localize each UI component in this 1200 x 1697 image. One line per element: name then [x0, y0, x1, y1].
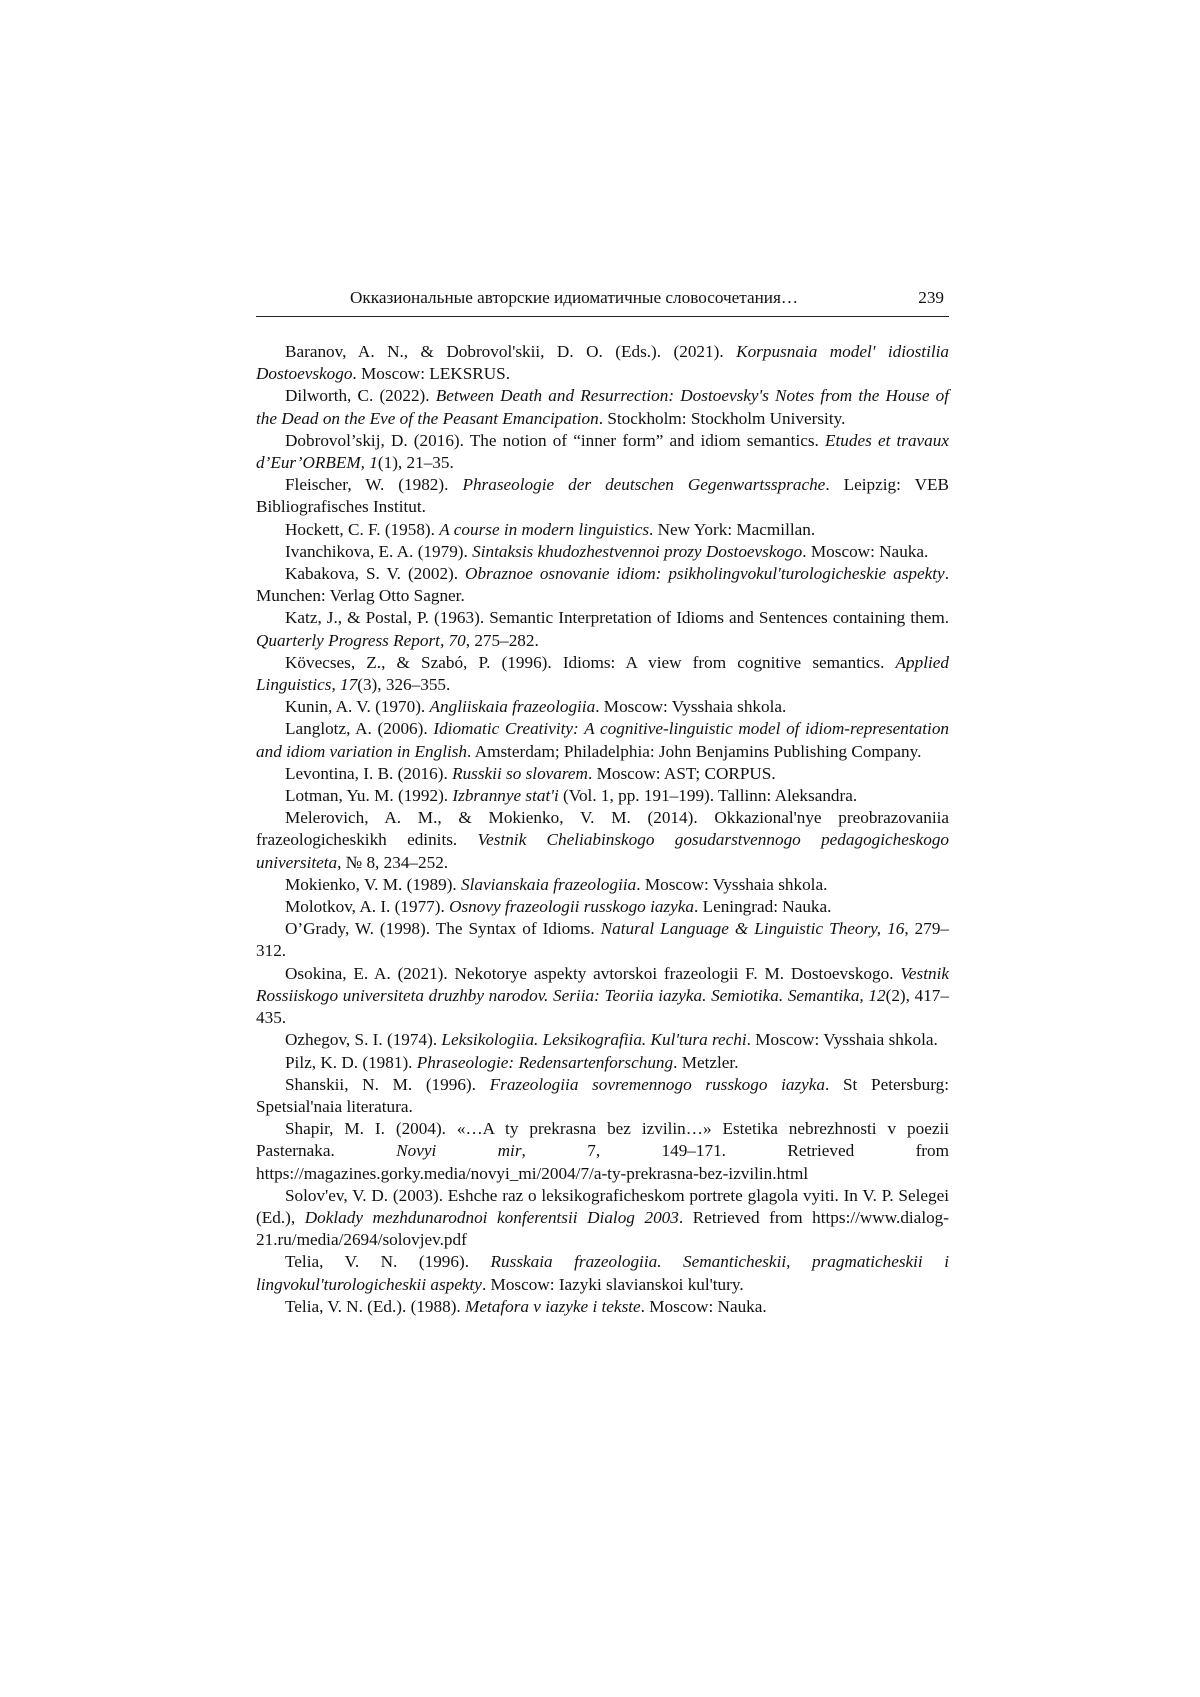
reference-text-segment: Dilworth, C. (2022).: [285, 386, 436, 406]
reference-italic-segment: Idiomatic Creativity: A cognitive-linguistic model of idiom-representation and idiom variation in English: [256, 719, 950, 761]
reference-text-segment: Kabakova, S. V. (2002).: [285, 564, 466, 584]
reference-text-segment: Hockett, C. F. (1958).: [285, 519, 440, 539]
reference-entry: [256, 874, 949, 896]
reference-entry: [256, 607, 949, 651]
reference-entry: [256, 385, 949, 429]
reference-entry: [256, 1251, 949, 1295]
reference-italic-segment: A course in modern linguistics: [439, 519, 650, 539]
reference-text-segment: Pilz, K. D. (1981).: [285, 1052, 417, 1072]
reference-entry: [256, 541, 949, 563]
reference-italic-segment: Slavianskaia frazeologiia: [461, 874, 637, 894]
reference-entry: [256, 474, 949, 518]
reference-italic-segment: Russkaia frazeologiia. Semanticheskii, pragmaticheskii i lingvokul'turologicheskii aspekty: [256, 1252, 949, 1294]
reference-italic-segment: Russkii so slovarem: [452, 763, 588, 783]
reference-text-segment: . Leningrad: Nauka.: [693, 897, 832, 917]
reference-entry: [256, 1029, 949, 1051]
reference-entry: [256, 341, 949, 385]
reference-list: [256, 341, 949, 1318]
reference-entry: [256, 1052, 949, 1074]
reference-entry: [256, 519, 949, 541]
reference-text-segment: . Moscow: LEKSRUS.: [352, 364, 510, 384]
reference-entry: [256, 652, 949, 696]
reference-text-segment: (3), 326–355.: [357, 675, 451, 695]
reference-italic-segment: Leksikologiia. Leksikografiia. Kul'tura rechi: [441, 1030, 747, 1050]
reference-text-segment: Ozhegov, S. I. (1974).: [285, 1030, 442, 1050]
reference-italic-segment: Etudes et travaux d’Eur’ORBEM, 1: [256, 430, 950, 473]
reference-text-segment: . Leipzig: VEB Bibliografisches Institut.: [256, 475, 949, 517]
reference-text-segment: . St Petersburg: Spetsial'naia literatura.: [256, 1074, 949, 1116]
reference-entry: [256, 807, 949, 874]
reference-italic-segment: Frazeologiia sovremennogo russkogo iazyka: [489, 1074, 826, 1094]
reference-text-segment: Langlotz, A. (2006).: [285, 719, 434, 739]
reference-text-segment: . New York: Macmillan.: [649, 519, 816, 539]
reference-italic-segment: Phraseologie: Redensartenforschung: [416, 1052, 674, 1072]
reference-entry: [256, 785, 949, 807]
reference-text-segment: Melerovich, A. M., & Mokienko, V. M. (2014). Okkazional'nye preobrazovaniia frazeologicheskikh edinits.: [256, 808, 949, 850]
reference-italic-segment: Metafora v iazyke i tekste: [465, 1296, 641, 1316]
reference-text-segment: Dobrovol’skij, D. (2016). The notion of “inner form” and idiom semantics.: [285, 430, 825, 450]
reference-italic-segment: Osnovy frazeologii russkogo iazyka: [449, 897, 694, 917]
reference-italic-segment: Vestnik Rossiiskogo universiteta druzhby narodov. Seriia: Teoriia iazyka. Semiotika. Semantika, 12: [256, 963, 949, 1005]
reference-text-segment: Telia, V. N. (Ed.). (1988).: [285, 1296, 466, 1316]
reference-entry: [256, 963, 949, 1030]
reference-entry: [256, 1118, 949, 1185]
reference-italic-segment: Sintaksis khudozhestvennoi prozy Dostoevskogo: [472, 541, 803, 561]
reference-italic-segment: Novyi mir: [396, 1141, 522, 1161]
reference-text-segment: Kunin, A. V. (1970).: [285, 697, 430, 717]
reference-entry: [256, 1185, 949, 1252]
reference-entry: [256, 563, 949, 607]
reference-italic-segment: Obraznoe osnovanie idiom: psikholingvokul'turologicheskie aspekty: [465, 564, 945, 584]
reference-text-segment: Shanskii, N. M. (1996).: [285, 1074, 490, 1094]
reference-italic-segment: Izbrannye stat'i: [452, 786, 559, 806]
reference-text-segment: Mokienko, V. M. (1989).: [285, 874, 462, 894]
page-number: 239: [918, 288, 944, 307]
reference-text-segment: . Amsterdam; Philadelphia: John Benjamins Publishing Company.: [467, 741, 922, 761]
reference-entry: [256, 430, 949, 474]
reference-text-segment: Shapir, M. I. (2004). «…A ty prekrasna bez izvilin…» Estetika nebrezhnosti v poezii Pasternaka.: [256, 1119, 949, 1161]
reference-text-segment: , № 8, 234–252.: [337, 852, 449, 872]
reference-text-segment: Lotman, Yu. M. (1992).: [285, 786, 453, 806]
reference-text-segment: . Moscow: Vysshaia shkola.: [746, 1030, 938, 1050]
reference-entry: [256, 696, 949, 718]
reference-text-segment: . Moscow: Nauka.: [640, 1296, 767, 1316]
reference-text-segment: Levontina, I. B. (2016).: [285, 763, 453, 783]
running-title: Окказиональные авторские идиоматичные словосочетания…: [350, 288, 799, 307]
reference-italic-segment: Natural Language & Linguistic Theory, 16: [600, 919, 905, 939]
reference-text-segment: . Moscow: Vysshaia shkola.: [595, 697, 787, 717]
reference-italic-segment: Applied Linguistics, 17: [256, 652, 949, 695]
reference-italic-segment: Quarterly Progress Report, 70: [256, 630, 466, 650]
reference-text-segment: . Moscow: Vysshaia shkola.: [636, 874, 828, 894]
reference-entry: [256, 918, 949, 962]
reference-text-segment: Molotkov, A. I. (1977).: [285, 897, 450, 917]
reference-text-segment: Solov'ev, V. D. (2003). Eshche raz o leksikograficheskom portrete glagola vyiti. In V. P. Selegei (Ed.),: [256, 1185, 949, 1227]
reference-text-segment: Katz, J., & Postal, P. (1963). Semantic Interpretation of Idioms and Sentences containing them.: [285, 608, 949, 628]
reference-text-segment: . Moscow: Nauka.: [802, 541, 929, 561]
reference-italic-segment: Phraseologie der deutschen Gegenwartssprache: [462, 475, 826, 495]
reference-entry: [256, 1074, 949, 1118]
reference-entry: [256, 763, 949, 785]
reference-entry: [256, 1296, 949, 1318]
reference-italic-segment: Between Death and Resurrection: Dostoevsky's Notes from the House of the Dead on the Eve of the Peasant Emancipation: [256, 386, 949, 428]
reference-text-segment: Telia, V. N. (1996).: [285, 1252, 491, 1272]
reference-text-segment: (2), 417–435.: [256, 985, 949, 1028]
reference-italic-segment: Vestnik Cheliabinskogo gosudarstvennogo pedagogicheskogo universiteta: [256, 830, 950, 872]
reference-text-segment: Baranov, A. N., & Dobrovol'skii, D. O. (Eds.). (2021).: [285, 342, 737, 361]
reference-text-segment: Fleischer, W. (1982).: [285, 475, 463, 495]
reference-text-segment: Osokina, E. A. (2021). Nekotorye aspekty avtorskoi frazeologii F. M. Dostoevskogo.: [285, 963, 901, 983]
reference-italic-segment: Angliiskaia frazeologiia: [429, 697, 596, 717]
reference-text-segment: , 279–312.: [256, 919, 949, 961]
reference-text-segment: (1), 21–35.: [377, 453, 454, 473]
reference-text-segment: Kövecses, Z., & Szabó, P. (1996). Idioms: A view from cognitive semantics.: [285, 652, 896, 672]
reference-text-segment: , 275–282.: [465, 630, 539, 650]
reference-italic-segment: Korpusnaia model' idiostilia Dostoevskogo: [256, 342, 949, 384]
running-header: [256, 286, 949, 317]
reference-text-segment: . Munchen: Verlag Otto Sagner.: [256, 564, 949, 606]
page: [256, 286, 949, 1318]
reference-text-segment: . Stockholm: Stockholm University.: [598, 408, 846, 428]
reference-text-segment: . Moscow: AST; CORPUS.: [587, 763, 776, 783]
reference-text-segment: Ivanchikova, E. A. (1979).: [285, 541, 473, 561]
reference-text-segment: . Moscow: Iazyki slavianskoi kul'tury.: [481, 1274, 744, 1294]
reference-text-segment: (Vol. 1, pp. 191–199). Tallinn: Aleksandra.: [558, 786, 858, 806]
reference-text-segment: , 7, 149–171. Retrieved from https://magazines.gorky.media/novyi_mi/2004/7/a-ty-prekrasna-bez-izvilin.html: [256, 1141, 949, 1183]
reference-text-segment: . Retrieved from https://www.dialog-21.ru/media/2694/solovjev.pdf: [256, 1207, 949, 1250]
reference-italic-segment: Doklady mezhdunarodnoi konferentsii Dialog 2003: [304, 1207, 679, 1227]
reference-entry: [256, 718, 949, 762]
reference-text-segment: . Metzler.: [673, 1052, 739, 1072]
reference-text-segment: O’Grady, W. (1998). The Syntax of Idioms.: [285, 919, 601, 939]
reference-entry: [256, 896, 949, 918]
